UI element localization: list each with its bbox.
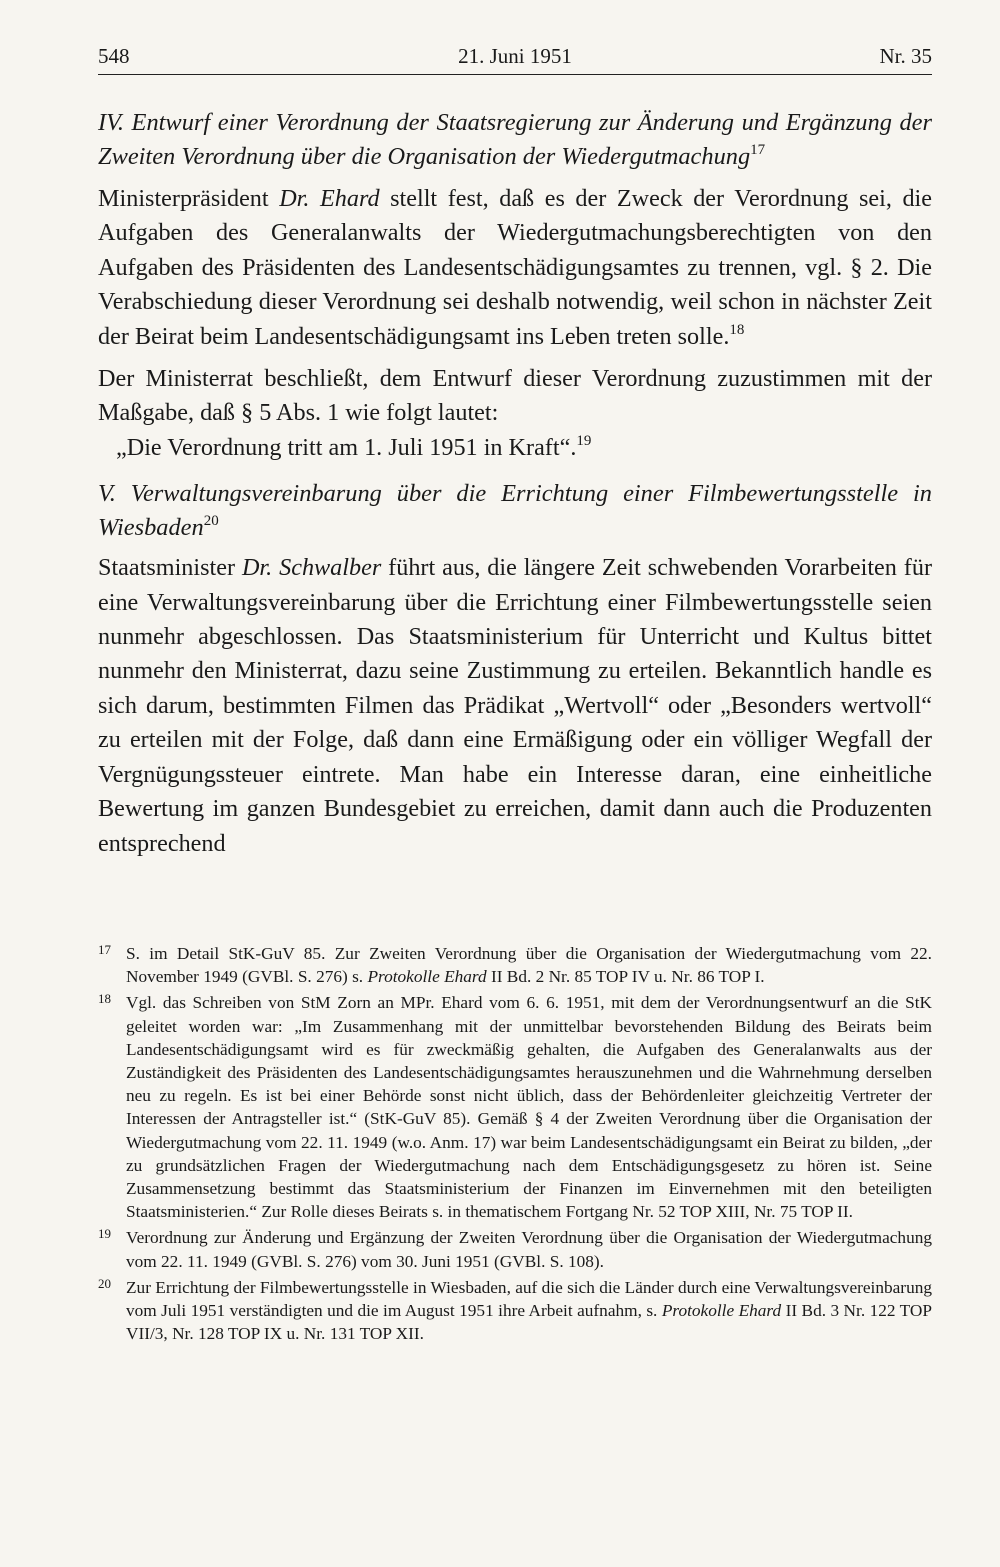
resolution-quote: „Die Verordnung tritt am 1. Juli 1951 in Kraft“. [116, 433, 577, 461]
footnote-citation: Protokolle Ehard [661, 1301, 782, 1321]
footnote-20 [98, 1276, 932, 1346]
footnote-text: S. im Detail StK-GuV 85. Zur Zweiten Verordnung über die Organisation der Wiedergutmachung vom 22. November 1949 (GVBl. S. 276) s. [126, 944, 932, 987]
footnote-text-tail: II Bd. 3 Nr. 122 TOP VII/3, Nr. 128 TOP IX u. Nr. 131 TOP XII. [126, 1301, 932, 1344]
header-issue: Nr. 35 [879, 44, 932, 68]
paragraph-resolution-text: Der Ministerrat beschließt, dem Entwurf dieser Verordnung zuzustimmen mit der Maßgabe, daß § 5 Abs. 1 wie folgt lautet: [98, 365, 932, 427]
footnote-19 [98, 1226, 932, 1272]
section-heading-iv [98, 106, 932, 174]
paragraph-ehard-text: stellt fest, daß es der Zweck der Verordnung sei, die Aufgaben des Generalanwalts der Wiedergutmachungsberechtigten von den Aufgaben des Präsidenten des Landesentschädigungsamtes zu trennen, vgl. § 2. Die Verabschiedung dieser Verordnung sei deshalb notwendig, weil schon in nächster Zeit der Beirat beim Landesentschädigungsamt ins Leben treten solle. [98, 185, 932, 350]
footnote-ref-20[interactable]: 20 [203, 513, 219, 530]
footnote-citation: Protokolle Ehard [367, 967, 487, 987]
main-text [98, 106, 932, 861]
paragraph-schwalber-lead: Staatsminister [98, 554, 242, 582]
running-header [98, 38, 932, 75]
footnote-ref-19[interactable]: 19 [576, 432, 592, 449]
footnote-18 [98, 991, 932, 1223]
speaker-name-schwalber: Dr. Schwalber [241, 554, 382, 582]
paragraph-schwalber-text: führt aus, die längere Zeit schwebenden Vorarbeiten für eine Verwaltungsvereinbarung über die Errichtung einer Filmbewertungsstelle seien nunmehr abgeschlossen. Das Staatsministerium für Unterricht und Kultus bittet nunmehr den Ministerrat, dazu seine Zustimmung zu erteilen. Bekanntlich handle es sich darum, bestimmten Filmen das Prädikat „Wertvoll“ oder „Besonders wertvoll“ zu erteilen mit der Folge, daß dann eine Ermäßigung oder ein völliger Wegfall der Vergnügungssteuer eintrete. Man habe ein Interesse daran, eine einheitliche Bewertung im ganzen Bundesgebiet zu erreichen, damit dann auch die Produzenten entsprechend [98, 554, 933, 857]
page-number: 548 [98, 44, 130, 68]
footnote-ref-18[interactable]: 18 [729, 321, 745, 338]
paragraph-ehard-lead: Ministerpräsident [98, 185, 280, 212]
footnote-ref-17[interactable]: 17 [750, 142, 766, 158]
footnote-text: Verordnung zur Änderung und Ergänzung der Zweiten Verordnung über die Organisation der Wiedergutmachung vom 22. 11. 1949 (GVBl. S. 276) vom 30. Juni 1951 (GVBl. S. 108). [126, 1228, 932, 1271]
footnote-number: 18 [98, 991, 111, 1007]
section-heading-v-text: V. Verwaltungsvereinbarung über die Errichtung einer Filmbewertungsstelle in Wiesbaden [98, 480, 932, 542]
footnotes [98, 942, 932, 1348]
speaker-name-ehard: Dr. Ehard [279, 185, 380, 212]
section-heading-v [98, 477, 932, 545]
header-date: 21. Juni 1951 [458, 44, 572, 68]
footnote-text: Zur Errichtung der Filmbewertungsstelle in Wiesbaden, auf die sich die Länder durch eine Verwaltungsvereinbarung vom Juli 1951 verständigten und die im August 1951 ihre Arbeit aufnahm, s. [126, 1277, 932, 1321]
footnote-number: 19 [98, 1226, 111, 1242]
footnote-17 [98, 942, 932, 988]
paragraph-schwalber [98, 551, 932, 861]
footnote-text: Vgl. das Schreiben von StM Zorn an MPr. Ehard vom 6. 6. 1951, mit dem der Verordnungsentwurf an die StK geleitet worden war: „Im Zusammenhang mit der unmittelbar bevorstehenden Bildung des Beirats beim Landesentschädigungsamt wird es für zweckmäßig gehalten, die Aufgaben des Generalanwalts aus der Zuständigkeit des Präsidenten des Landesentschädigungsamtes herauszunehmen und die Wahrnehmung derselben neu zu regeln. Es ist bei einer Behörde sonst nicht üblich, dass der Behördenleiter gleichzeitig Vertreter der Interessen der Antragsteller ist.“ (StK-GuV 85). Gemäß § 4 der Zweiten Verordnung über die Organisation der Wiedergutmachung vom 22. 11. 1949 (w.o. Anm. 17) war beim Landesentschädigungsamt ein Beirat zu bilden, „der zu grundsätzlichen Fragen der Wiedergutmachung nach dem Entschädigungsgesetz zu hören ist. Seine Zusammensetzung bestimmt das Staatsministerium der Finanzen im Einvernehmen mit den beteiligten Staatsministerien.“ Zur Rolle dieses Beirats s. in thematischem Fortgang Nr. 52 TOP XIII, Nr. 75 TOP II. [126, 993, 932, 1222]
footnote-number: 17 [98, 942, 111, 957]
footnote-number: 20 [98, 1275, 111, 1291]
paragraph-resolution [98, 362, 932, 465]
paragraph-ehard [98, 182, 932, 354]
footnote-text-tail: II Bd. 2 Nr. 85 TOP IV u. Nr. 86 TOP I. [486, 967, 765, 987]
section-heading-iv-text: IV. Entwurf einer Verordnung der Staatsregierung zur Änderung und Ergänzung der Zweiten Verordnung über die Organisation der Wiedergutmachung [98, 109, 932, 170]
